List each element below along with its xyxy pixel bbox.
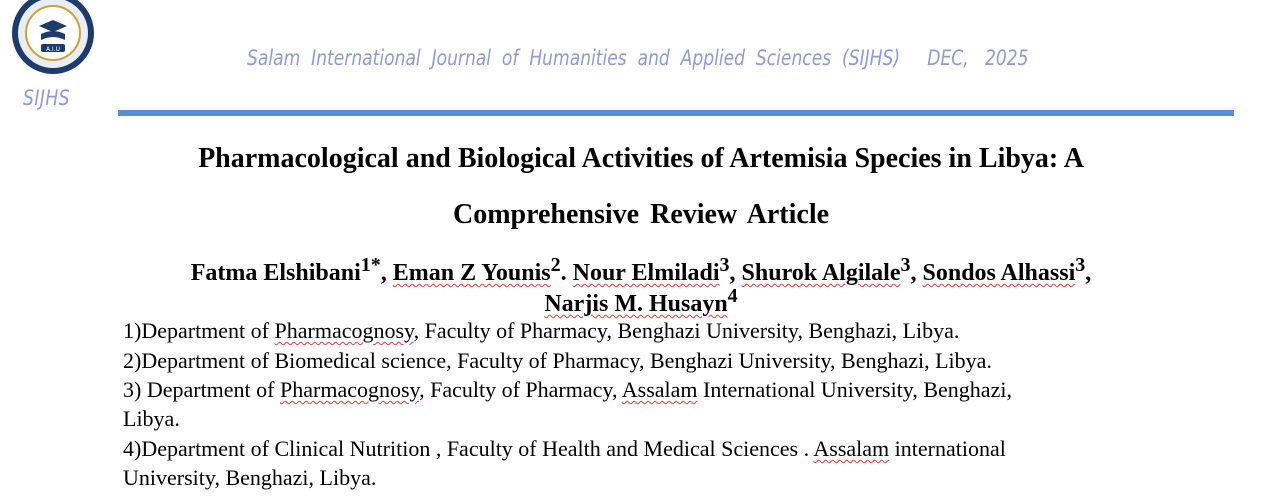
svg-text:A.I.U: A.I.U	[46, 46, 60, 53]
author-affiliation-mark: 2	[550, 254, 561, 276]
author-separator: ,	[729, 260, 742, 286]
author-separator: ,	[380, 260, 393, 286]
author-affiliation-mark: 1*	[360, 254, 381, 276]
author-affiliation-mark: 3	[719, 254, 730, 276]
author-affiliation-mark: 4	[727, 285, 738, 307]
author-list-line-2	[0, 285, 1282, 318]
affiliation-text: 4)Department of Clinical Nutrition , Faculty of Health and Medical Sciences .	[123, 436, 814, 461]
author-separator: ,	[1085, 260, 1092, 286]
author-name: Shurok Algilale	[741, 260, 901, 286]
affiliation-4	[123, 436, 1006, 462]
journal-abbreviation: SIJHS	[23, 86, 71, 110]
affiliation-4-continued: University, Benghazi, Libya.	[123, 465, 377, 490]
paper-title-line-1: Pharmacological and Biological Activities of Artemisia Species in Libya: A	[198, 143, 1084, 174]
author-affiliation-mark: 3	[1075, 254, 1086, 276]
author-name: Narjis M. Husayn	[544, 291, 728, 317]
affiliation-text: Pharmacognosy	[280, 377, 420, 402]
affiliation-text: 3) Department of	[123, 377, 280, 402]
affiliation-3-continued: Libya.	[123, 406, 180, 431]
affiliation-text: 1)Department of	[123, 318, 275, 343]
affiliation-text: international	[889, 436, 1006, 461]
affiliation-1	[123, 318, 959, 344]
affiliation-2: 2)Department of Biomedical science, Faculty of Pharmacy, Benghazi University, Benghazi, Libya.	[123, 348, 992, 373]
paper-title-line-2: Comprehensive Review Article	[452, 199, 830, 230]
author-separator: ,	[910, 260, 923, 286]
affiliation-text: Assalam	[813, 436, 890, 461]
journal-header-line: Salam International Journal of Humanities and Applied Sciences (SIJHS) DEC, 2025	[247, 46, 1029, 70]
author-name: Fatma Elshibani	[190, 260, 361, 286]
affiliation-text: Assalam	[621, 377, 698, 402]
author-name: Sondos Alhassi	[922, 260, 1076, 286]
author-separator: .	[560, 260, 573, 286]
header-rule	[118, 110, 1234, 116]
author-name: Eman Z Younis	[392, 260, 551, 286]
author-name: Nour Elmiladi	[572, 260, 720, 286]
affiliation-text: , Faculty of Pharmacy,	[419, 377, 622, 402]
author-list-line-1	[0, 254, 1282, 287]
author-affiliation-mark: 3	[900, 254, 911, 276]
journal-logo	[11, 0, 95, 78]
affiliation-3	[123, 377, 1012, 403]
affiliation-text: International University, Benghazi,	[697, 377, 1012, 402]
affiliation-text: , Faculty of Pharmacy, Benghazi University, Benghazi, Libya.	[413, 318, 960, 343]
affiliation-text: Pharmacognosy	[274, 318, 414, 343]
